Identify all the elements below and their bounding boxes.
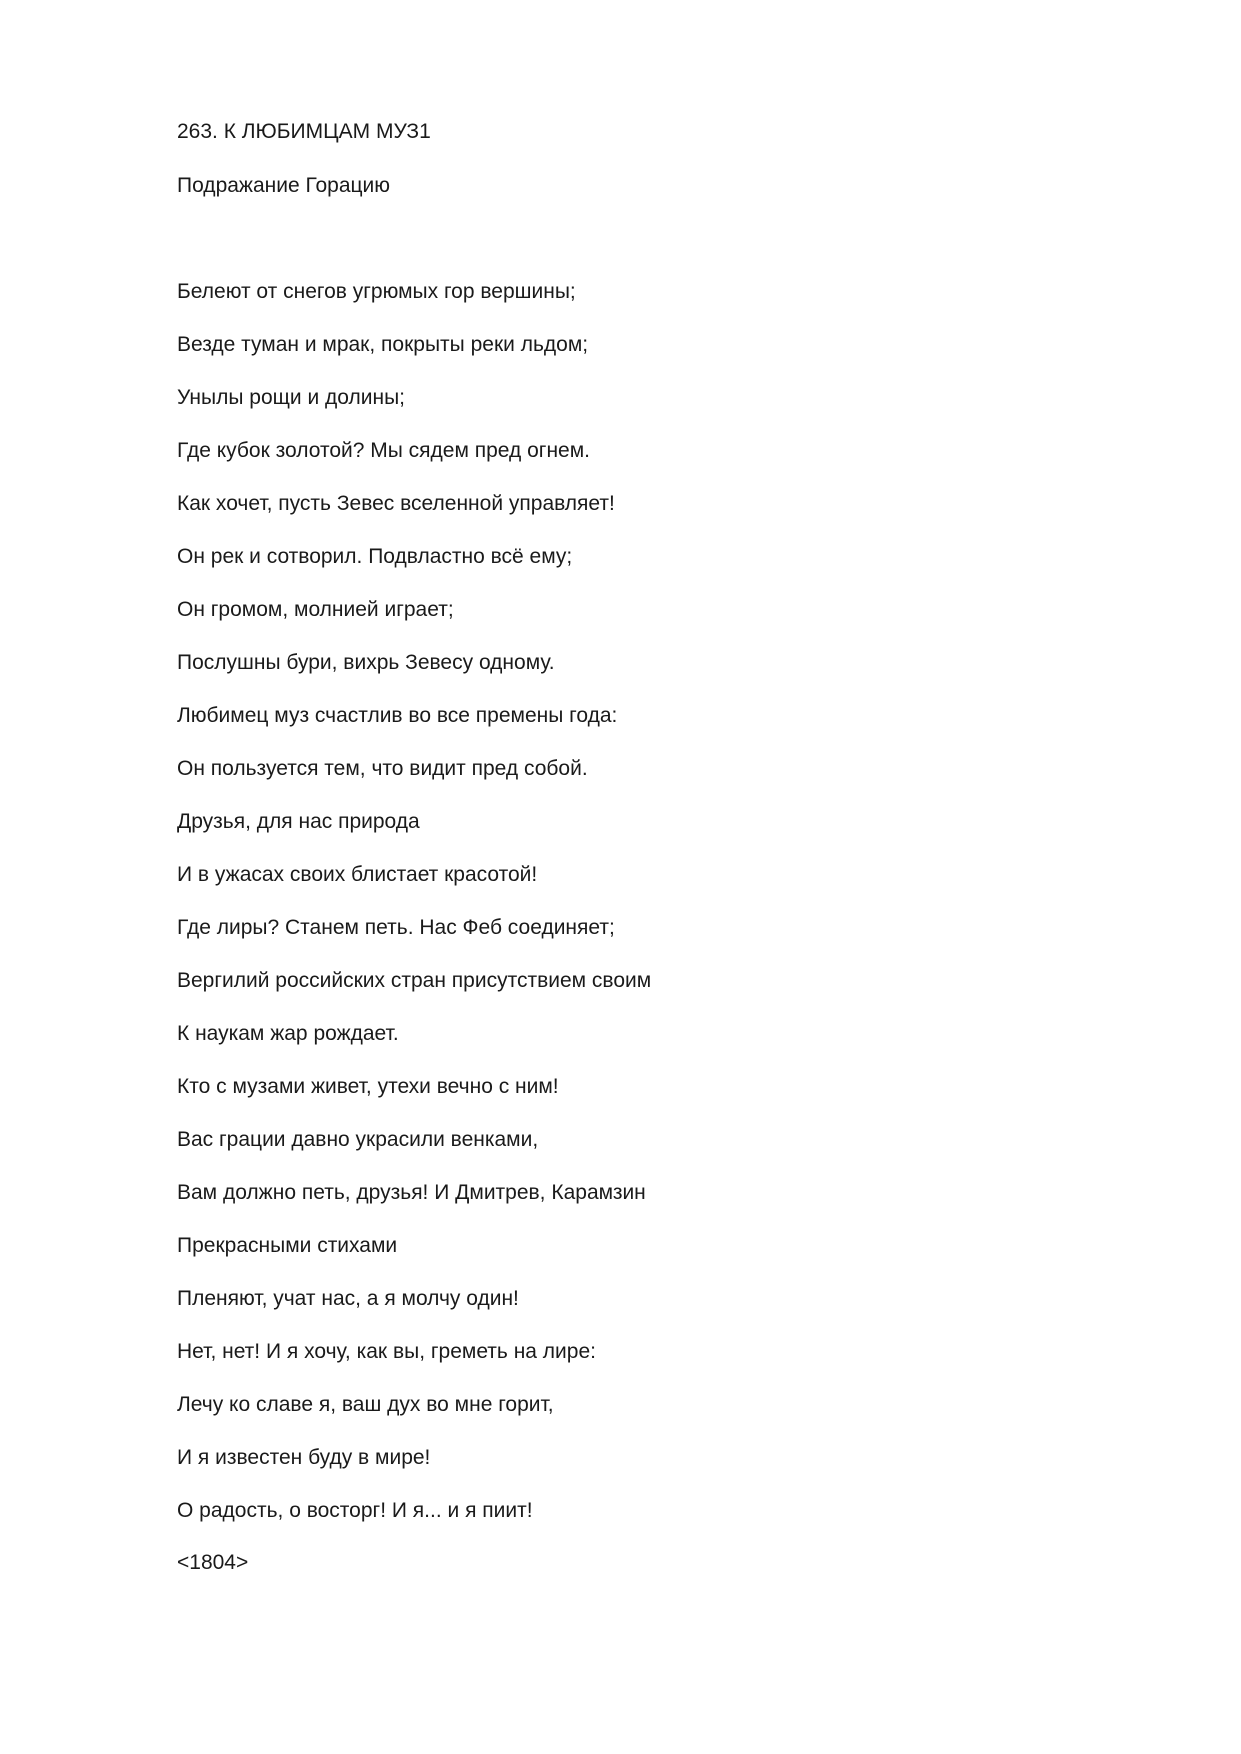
poem-line: Лечу ко славе я, ваш дух во мне горит, [177, 1393, 554, 1416]
poem-title: 263. К ЛЮБИМЦАМ МУЗ1 [177, 120, 431, 143]
poem-line: Везде туман и мрак, покрыты реки льдом; [177, 333, 589, 356]
poem-line: Где лиры? Станем петь. Нас Феб соединяет; [177, 916, 615, 939]
poem-line: Послушны бури, вихрь Зевесу одному. [177, 651, 555, 674]
poem-line: Вам должно петь, друзья! И Дмитрев, Карамзин [177, 1181, 646, 1204]
poem-line: Пленяют, учат нас, а я молчу один! [177, 1287, 519, 1310]
poem-line: И в ужасах своих блистает красотой! [177, 863, 538, 886]
poem-date: <1804> [177, 1551, 249, 1574]
poem-line: Друзья, для нас природа [177, 810, 420, 833]
poem-line: Унылы рощи и долины; [177, 386, 406, 409]
poem-line: Вас грации давно украсили венками, [177, 1128, 539, 1151]
poem-line: Вергилий российских стран присутствием своим [177, 969, 652, 992]
poem-line: Кто с музами живет, утехи вечно с ним! [177, 1075, 559, 1098]
poem-line: Он пользуется тем, что видит пред собой. [177, 757, 588, 780]
poem-line: И я известен буду в мире! [177, 1446, 431, 1469]
poem-line: Любимец муз счастлив во все премены года: [177, 704, 618, 727]
poem-line: Как хочет, пусть Зевес вселенной управляет! [177, 492, 615, 515]
poem-line: К наукам жар рождает. [177, 1022, 399, 1045]
poem-line: Белеют от снегов угрюмых гор вершины; [177, 280, 576, 303]
poem-line: Где кубок золотой? Мы сядем пред огнем. [177, 439, 590, 462]
poem-line: Нет, нет! И я хочу, как вы, греметь на лире: [177, 1340, 596, 1363]
poem-line: О радость, о восторг! И я... и я пиит! [177, 1499, 533, 1522]
poem-line: Он громом, молнией играет; [177, 598, 454, 621]
poem-body [177, 280, 651, 1552]
poem-line: Он рек и сотворил. Подвластно всё ему; [177, 545, 573, 568]
poem-line: Прекрасными стихами [177, 1234, 398, 1257]
poem-subtitle: Подражание Горацию [177, 174, 391, 197]
